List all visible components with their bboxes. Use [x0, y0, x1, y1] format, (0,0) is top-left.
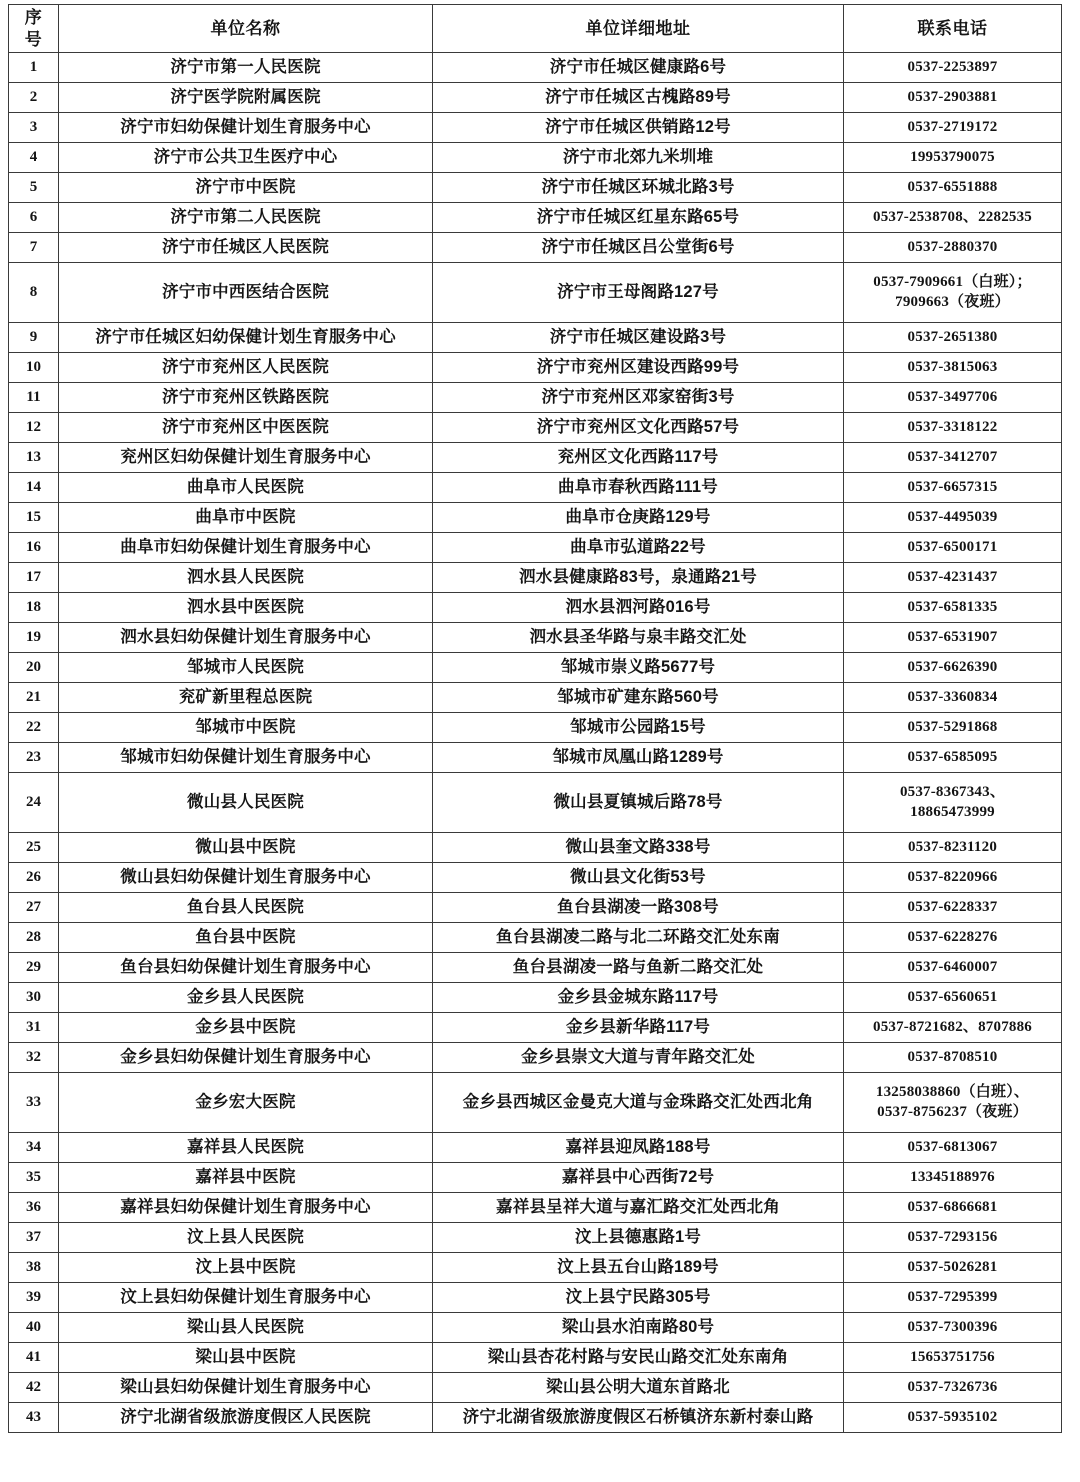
cell-unit-name: 鱼台县人民医院: [59, 893, 433, 923]
cell-unit-name: 济宁市任城区人民医院: [59, 233, 433, 263]
table-row: [9, 263, 1062, 323]
cell-unit-address: 金乡县西城区金曼克大道与金珠路交汇处西北角: [433, 1073, 844, 1133]
cell-index: 20: [9, 653, 59, 683]
cell-contact-phone: 0537-2903881: [844, 83, 1062, 113]
cell-contact-phone: 0537-6560651: [844, 983, 1062, 1013]
cell-unit-address: 曲阜市仓庚路129号: [433, 503, 844, 533]
cell-unit-name: 邹城市人民医院: [59, 653, 433, 683]
table-row: [9, 893, 1062, 923]
cell-index: 25: [9, 833, 59, 863]
cell-unit-address: 济宁市任城区供销路12号: [433, 113, 844, 143]
table-row: [9, 743, 1062, 773]
cell-unit-address: 微山县夏镇城后路78号: [433, 773, 844, 833]
cell-unit-name: 金乡县人民医院: [59, 983, 433, 1013]
cell-unit-name: 曲阜市人民医院: [59, 473, 433, 503]
table-row: [9, 1223, 1062, 1253]
phone-line: 0537-8756237（夜班）: [877, 1103, 1028, 1120]
cell-index: 27: [9, 893, 59, 923]
cell-unit-address: 嘉祥县中心西街72号: [433, 1163, 844, 1193]
table-row: [9, 1313, 1062, 1343]
cell-unit-address: 济宁市任城区环城北路3号: [433, 173, 844, 203]
phone-line: 0537-8367343、: [899, 784, 1006, 801]
cell-unit-address: 金乡县新华路117号: [433, 1013, 844, 1043]
cell-index: 4: [9, 143, 59, 173]
table-row: [9, 1073, 1062, 1133]
cell-unit-address: 济宁市任城区健康路6号: [433, 53, 844, 83]
cell-unit-address: 济宁市任城区古槐路89号: [433, 83, 844, 113]
cell-unit-address: 邹城市崇义路5677号: [433, 653, 844, 683]
table-row: [9, 593, 1062, 623]
cell-index: 35: [9, 1163, 59, 1193]
cell-unit-address: 曲阜市春秋西路111号: [433, 473, 844, 503]
cell-unit-name: 微山县人民医院: [59, 773, 433, 833]
cell-unit-name: 兖矿新里程总医院: [59, 683, 433, 713]
cell-index: 5: [9, 173, 59, 203]
table-row: [9, 1013, 1062, 1043]
cell-index: 15: [9, 503, 59, 533]
cell-index: 14: [9, 473, 59, 503]
cell-contact-phone: 0537-6228276: [844, 923, 1062, 953]
cell-unit-address: 嘉祥县迎凤路188号: [433, 1133, 844, 1163]
table-row: [9, 1193, 1062, 1223]
cell-unit-address: 邹城市公园路15号: [433, 713, 844, 743]
cell-contact-phone: 13345188976: [844, 1163, 1062, 1193]
phone-line: 7909663（夜班）: [895, 293, 1010, 310]
cell-contact-phone: 19953790075: [844, 143, 1062, 173]
phone-line: 18865473999: [910, 803, 995, 820]
cell-unit-address: 金乡县金城东路117号: [433, 983, 844, 1013]
cell-contact-phone: 0537-8708510: [844, 1043, 1062, 1073]
table-row: [9, 1253, 1062, 1283]
cell-contact-phone: 0537-4495039: [844, 503, 1062, 533]
cell-unit-name: 微山县中医院: [59, 833, 433, 863]
cell-contact-phone: 15653751756: [844, 1343, 1062, 1373]
cell-contact-phone: [844, 1073, 1062, 1133]
cell-unit-name: 金乡宏大医院: [59, 1073, 433, 1133]
table-row: [9, 383, 1062, 413]
cell-index: 33: [9, 1073, 59, 1133]
cell-unit-name: 曲阜市妇幼保健计划生育服务中心: [59, 533, 433, 563]
cell-contact-phone: 0537-6657315: [844, 473, 1062, 503]
cell-contact-phone: 0537-3412707: [844, 443, 1062, 473]
cell-index: 36: [9, 1193, 59, 1223]
cell-contact-phone: 0537-2538708、2282535: [844, 203, 1062, 233]
column-header-phone: 联系电话: [844, 5, 1062, 53]
cell-index: 24: [9, 773, 59, 833]
table-row: [9, 683, 1062, 713]
cell-index: 13: [9, 443, 59, 473]
cell-unit-address: 兖州区文化西路117号: [433, 443, 844, 473]
cell-unit-address: 微山县奎文路338号: [433, 833, 844, 863]
table-row: [9, 173, 1062, 203]
cell-unit-name: 金乡县中医院: [59, 1013, 433, 1043]
cell-unit-name: 济宁市任城区妇幼保健计划生育服务中心: [59, 323, 433, 353]
cell-unit-name: 汶上县中医院: [59, 1253, 433, 1283]
cell-contact-phone: 0537-6585095: [844, 743, 1062, 773]
phone-line: 13258038860（白班）、: [875, 1084, 1030, 1101]
cell-index: 19: [9, 623, 59, 653]
header-row: [9, 5, 1062, 53]
cell-unit-name: 济宁市兖州区人民医院: [59, 353, 433, 383]
cell-unit-address: 汶上县宁民路305号: [433, 1283, 844, 1313]
cell-unit-name: 兖州区妇幼保健计划生育服务中心: [59, 443, 433, 473]
cell-contact-phone: 0537-2719172: [844, 113, 1062, 143]
table-row: [9, 353, 1062, 383]
cell-index: 31: [9, 1013, 59, 1043]
cell-index: 42: [9, 1373, 59, 1403]
cell-index: 23: [9, 743, 59, 773]
cell-unit-address: 济宁市王母阁路127号: [433, 263, 844, 323]
cell-unit-address: 济宁市任城区建设路3号: [433, 323, 844, 353]
cell-contact-phone: 0537-3318122: [844, 413, 1062, 443]
cell-index: 2: [9, 83, 59, 113]
table-row: [9, 983, 1062, 1013]
cell-contact-phone: 0537-7326736: [844, 1373, 1062, 1403]
cell-index: 38: [9, 1253, 59, 1283]
cell-index: 7: [9, 233, 59, 263]
cell-unit-name: 曲阜市中医院: [59, 503, 433, 533]
table-row: [9, 1283, 1062, 1313]
cell-index: 18: [9, 593, 59, 623]
cell-unit-name: 金乡县妇幼保健计划生育服务中心: [59, 1043, 433, 1073]
cell-unit-address: 嘉祥县呈祥大道与嘉汇路交汇处西北角: [433, 1193, 844, 1223]
cell-index: 10: [9, 353, 59, 383]
cell-contact-phone: 0537-6531907: [844, 623, 1062, 653]
table-row: [9, 1133, 1062, 1163]
cell-unit-name: 济宁市兖州区铁路医院: [59, 383, 433, 413]
cell-contact-phone: 0537-4231437: [844, 563, 1062, 593]
cell-contact-phone: 0537-5935102: [844, 1403, 1062, 1433]
cell-index: 37: [9, 1223, 59, 1253]
cell-unit-name: 汶上县妇幼保健计划生育服务中心: [59, 1283, 433, 1313]
table-row: [9, 713, 1062, 743]
column-header-index-line2: 号: [24, 29, 43, 49]
cell-index: 43: [9, 1403, 59, 1433]
cell-index: 21: [9, 683, 59, 713]
cell-unit-address: 梁山县杏花村路与安民山路交汇处东南角: [433, 1343, 844, 1373]
cell-unit-name: 梁山县中医院: [59, 1343, 433, 1373]
cell-unit-name: 梁山县人民医院: [59, 1313, 433, 1343]
cell-index: 1: [9, 53, 59, 83]
cell-unit-address: 汶上县五台山路189号: [433, 1253, 844, 1283]
cell-contact-phone: [844, 263, 1062, 323]
cell-unit-address: 泗水县泗河路016号: [433, 593, 844, 623]
cell-index: 6: [9, 203, 59, 233]
cell-index: 9: [9, 323, 59, 353]
cell-unit-address: 济宁市兖州区邓家窑街3号: [433, 383, 844, 413]
cell-unit-address: 泗水县健康路83号，泉通路21号: [433, 563, 844, 593]
table-row: [9, 413, 1062, 443]
cell-unit-address: 曲阜市弘道路22号: [433, 533, 844, 563]
cell-unit-address: 济宁北湖省级旅游度假区石桥镇济东新村泰山路: [433, 1403, 844, 1433]
table-row: [9, 563, 1062, 593]
cell-index: 11: [9, 383, 59, 413]
column-header-address: 单位详细地址: [433, 5, 844, 53]
cell-contact-phone: 0537-5026281: [844, 1253, 1062, 1283]
cell-index: 16: [9, 533, 59, 563]
cell-unit-name: 济宁市妇幼保健计划生育服务中心: [59, 113, 433, 143]
cell-unit-address: 济宁市兖州区建设西路99号: [433, 353, 844, 383]
table-row: [9, 1043, 1062, 1073]
cell-unit-address: 鱼台县湖凌一路308号: [433, 893, 844, 923]
cell-index: 28: [9, 923, 59, 953]
cell-unit-name: 济宁市中医院: [59, 173, 433, 203]
cell-unit-address: 泗水县圣华路与泉丰路交汇处: [433, 623, 844, 653]
cell-unit-address: 汶上县德惠路1号: [433, 1223, 844, 1253]
cell-unit-name: 嘉祥县人民医院: [59, 1133, 433, 1163]
cell-index: 22: [9, 713, 59, 743]
cell-contact-phone: 0537-6581335: [844, 593, 1062, 623]
table-row: [9, 443, 1062, 473]
cell-contact-phone: 0537-7293156: [844, 1223, 1062, 1253]
cell-unit-name: 济宁医学院附属医院: [59, 83, 433, 113]
cell-contact-phone: 0537-7295399: [844, 1283, 1062, 1313]
cell-unit-address: 鱼台县湖凌一路与鱼新二路交汇处: [433, 953, 844, 983]
cell-contact-phone: 0537-6866681: [844, 1193, 1062, 1223]
column-header-name: 单位名称: [59, 5, 433, 53]
table-row: [9, 143, 1062, 173]
cell-unit-name: 泗水县中医医院: [59, 593, 433, 623]
table-row: [9, 323, 1062, 353]
cell-index: 12: [9, 413, 59, 443]
cell-unit-name: 泗水县人民医院: [59, 563, 433, 593]
table-body: [9, 53, 1062, 1433]
cell-unit-name: 汶上县人民医院: [59, 1223, 433, 1253]
table-row: [9, 953, 1062, 983]
table-header: [9, 5, 1062, 53]
cell-contact-phone: 0537-2880370: [844, 233, 1062, 263]
column-header-index-line1: 序: [24, 7, 43, 27]
cell-unit-name: 济宁市第一人民医院: [59, 53, 433, 83]
column-header-index: [9, 5, 59, 53]
cell-unit-name: 鱼台县中医院: [59, 923, 433, 953]
cell-unit-name: 鱼台县妇幼保健计划生育服务中心: [59, 953, 433, 983]
cell-index: 29: [9, 953, 59, 983]
cell-unit-name: 梁山县妇幼保健计划生育服务中心: [59, 1373, 433, 1403]
cell-unit-name: 济宁市兖州区中医医院: [59, 413, 433, 443]
cell-contact-phone: 0537-6228337: [844, 893, 1062, 923]
table-row: [9, 83, 1062, 113]
cell-index: 30: [9, 983, 59, 1013]
table-row: [9, 773, 1062, 833]
table-row: [9, 503, 1062, 533]
cell-contact-phone: 0537-6813067: [844, 1133, 1062, 1163]
cell-contact-phone: 0537-6460007: [844, 953, 1062, 983]
cell-contact-phone: 0537-3360834: [844, 683, 1062, 713]
phone-line: 0537-7909661（白班）；: [873, 274, 1032, 291]
cell-unit-address: 金乡县崇文大道与青年路交汇处: [433, 1043, 844, 1073]
cell-unit-address: 梁山县公明大道东首路北: [433, 1373, 844, 1403]
cell-index: 3: [9, 113, 59, 143]
table-row: [9, 1403, 1062, 1433]
cell-contact-phone: 0537-8220966: [844, 863, 1062, 893]
cell-unit-name: 济宁市第二人民医院: [59, 203, 433, 233]
cell-index: 8: [9, 263, 59, 323]
table-row: [9, 533, 1062, 563]
cell-unit-name: 嘉祥县中医院: [59, 1163, 433, 1193]
cell-index: 41: [9, 1343, 59, 1373]
cell-contact-phone: 0537-6626390: [844, 653, 1062, 683]
table-row: [9, 1373, 1062, 1403]
cell-unit-name: 泗水县妇幼保健计划生育服务中心: [59, 623, 433, 653]
cell-unit-address: 邹城市矿建东路560号: [433, 683, 844, 713]
table-row: [9, 923, 1062, 953]
cell-unit-name: 微山县妇幼保健计划生育服务中心: [59, 863, 433, 893]
cell-unit-address: 梁山县水泊南路80号: [433, 1313, 844, 1343]
table-row: [9, 473, 1062, 503]
cell-unit-name: 济宁市中西医结合医院: [59, 263, 433, 323]
cell-unit-address: 济宁市兖州区文化西路57号: [433, 413, 844, 443]
cell-contact-phone: 0537-8721682、8707886: [844, 1013, 1062, 1043]
cell-unit-name: 济宁北湖省级旅游度假区人民医院: [59, 1403, 433, 1433]
cell-index: 34: [9, 1133, 59, 1163]
cell-contact-phone: 0537-6551888: [844, 173, 1062, 203]
cell-unit-address: 邹城市凤凰山路1289号: [433, 743, 844, 773]
cell-index: 40: [9, 1313, 59, 1343]
cell-unit-address: 鱼台县湖凌二路与北二环路交汇处东南: [433, 923, 844, 953]
cell-unit-name: 邹城市妇幼保健计划生育服务中心: [59, 743, 433, 773]
cell-unit-name: 济宁市公共卫生医疗中心: [59, 143, 433, 173]
table-row: [9, 1163, 1062, 1193]
cell-contact-phone: 0537-2253897: [844, 53, 1062, 83]
table-row: [9, 113, 1062, 143]
cell-unit-name: 嘉祥县妇幼保健计划生育服务中心: [59, 1193, 433, 1223]
cell-contact-phone: 0537-3497706: [844, 383, 1062, 413]
contact-table: [8, 4, 1062, 1433]
cell-unit-address: 济宁市北郊九米圳堆: [433, 143, 844, 173]
cell-contact-phone: 0537-5291868: [844, 713, 1062, 743]
cell-contact-phone: [844, 773, 1062, 833]
cell-index: 17: [9, 563, 59, 593]
cell-index: 39: [9, 1283, 59, 1313]
cell-contact-phone: 0537-3815063: [844, 353, 1062, 383]
cell-contact-phone: 0537-2651380: [844, 323, 1062, 353]
table-row: [9, 233, 1062, 263]
table-row: [9, 833, 1062, 863]
cell-unit-name: 邹城市中医院: [59, 713, 433, 743]
table-row: [9, 863, 1062, 893]
cell-contact-phone: 0537-7300396: [844, 1313, 1062, 1343]
cell-index: 26: [9, 863, 59, 893]
table-row: [9, 53, 1062, 83]
cell-unit-address: 济宁市任城区红星东路65号: [433, 203, 844, 233]
cell-unit-address: 济宁市任城区吕公堂街6号: [433, 233, 844, 263]
cell-contact-phone: 0537-8231120: [844, 833, 1062, 863]
cell-contact-phone: 0537-6500171: [844, 533, 1062, 563]
table-row: [9, 1343, 1062, 1373]
cell-unit-address: 微山县文化街53号: [433, 863, 844, 893]
table-row: [9, 623, 1062, 653]
table-row: [9, 203, 1062, 233]
cell-index: 32: [9, 1043, 59, 1073]
table-row: [9, 653, 1062, 683]
